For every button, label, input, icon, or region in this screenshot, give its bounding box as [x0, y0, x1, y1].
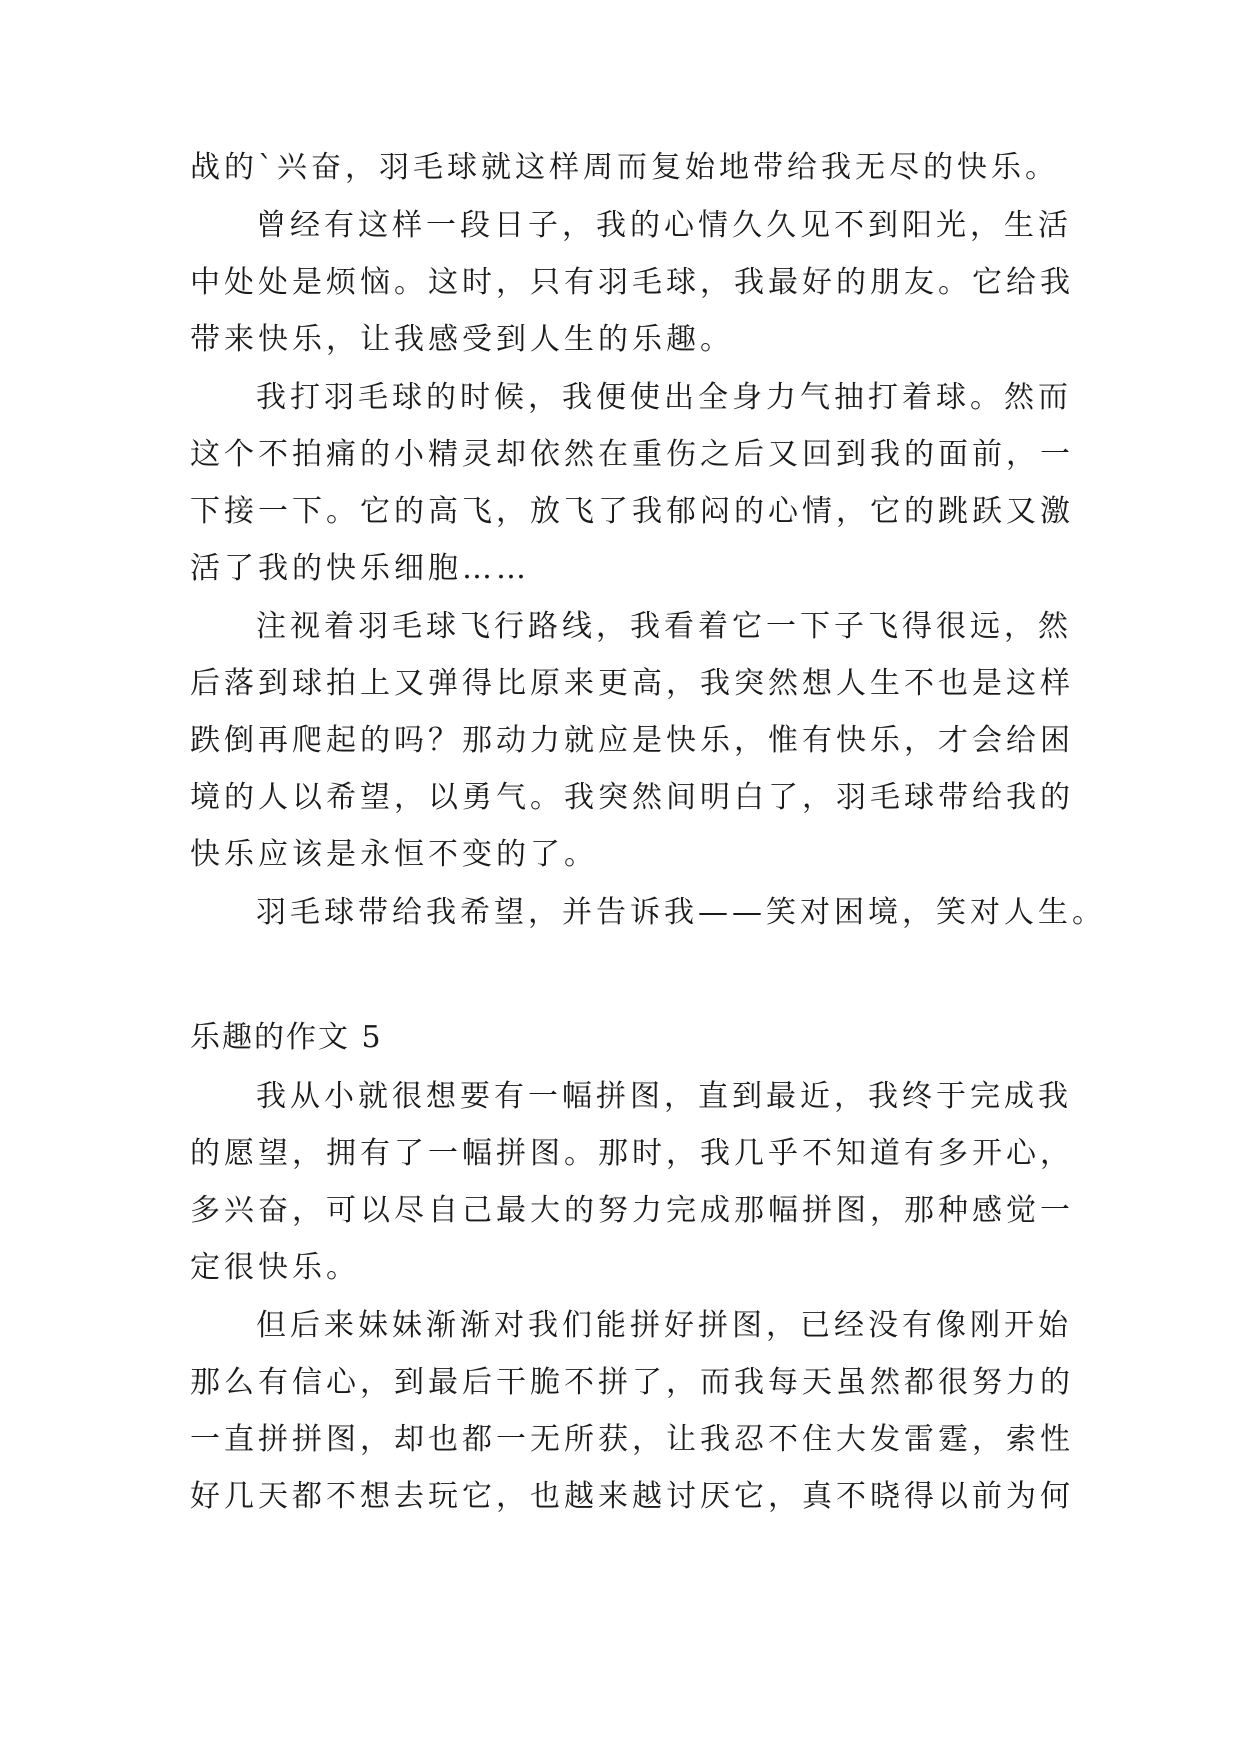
- paragraph-first-line: 曾经有这样一段日子，我的心情久久见不到阳光，生活: [256, 208, 1072, 243]
- text-line: 一直拼拼图，却也都一无所获，让我忍不住大发雷霆，索性: [190, 1422, 1074, 1457]
- paragraph-first-line: 注视着羽毛球飞行路线，我看着它一下子飞得很远，然: [256, 609, 1072, 644]
- text-line: 活了我的快乐细胞……: [190, 551, 530, 586]
- text-line: 快乐应该是永恒不变的了。: [190, 837, 598, 872]
- text-line: 多兴奋，可以尽自己最大的努力完成那幅拼图，那种感觉一: [190, 1193, 1074, 1228]
- text-line: 那么有信心，到最后干脆不拼了，而我每天虽然都很努力的: [190, 1365, 1074, 1400]
- text-line: 好几天都不想去玩它，也越来越讨厌它，真不晓得以前为何: [190, 1479, 1074, 1514]
- text-line: 战的`兴奋，羽毛球就这样周而复始地带给我无尽的快乐。: [190, 150, 1059, 185]
- text-line: 这个不拍痛的小精灵却依然在重伤之后又回到我的面前，一: [190, 437, 1074, 472]
- text-line: 境的人以希望，以勇气。我突然间明白了，羽毛球带给我的: [190, 780, 1074, 815]
- text-line: 带来快乐，让我感受到人生的乐趣。: [190, 322, 734, 357]
- text-line: 下接一下。它的高飞，放飞了我郁闷的心情，它的跳跃又激: [190, 494, 1074, 529]
- text-line: 定很快乐。: [190, 1250, 360, 1285]
- text-line: 的愿望，拥有了一幅拼图。那时，我几乎不知道有多开心，: [190, 1136, 1074, 1171]
- paragraph-first-line: 但后来妹妹渐渐对我们能拼好拼图，已经没有像刚开始: [256, 1308, 1072, 1343]
- section-heading: 乐趣的作文 5: [190, 1020, 383, 1055]
- text-line: 后落到球拍上又弹得比原来更高，我突然想人生不也是这样: [190, 666, 1074, 701]
- text-line: 跌倒再爬起的吗？那动力就应是快乐，惟有快乐，才会给困: [190, 723, 1074, 758]
- paragraph-first-line: 羽毛球带给我希望，并告诉我——笑对困境，笑对人生。: [256, 895, 1106, 930]
- text-line: 中处处是烦恼。这时，只有羽毛球，我最好的朋友。它给我: [190, 265, 1074, 300]
- paragraph-first-line: 我从小就很想要有一幅拼图，直到最近，我终于完成我: [256, 1079, 1072, 1114]
- paragraph-first-line: 我打羽毛球的时候，我便使出全身力气抽打着球。然而: [256, 380, 1072, 415]
